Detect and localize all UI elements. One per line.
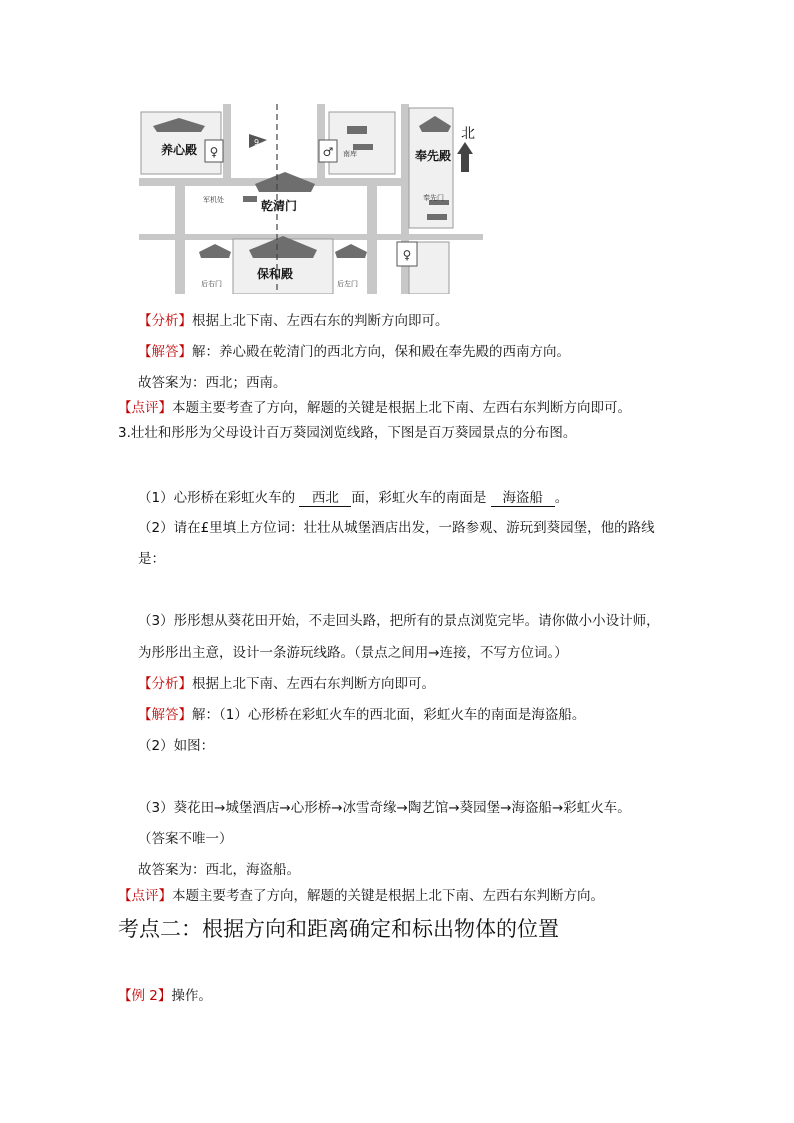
q3-part2-line2: 是：: [138, 551, 165, 567]
example-text: 操作。: [171, 988, 212, 1004]
section-heading: 考点二：根据方向和距离确定和标出物体的位置: [118, 917, 559, 941]
q3-final-answer: 故答案为：西北，海盗船。: [138, 862, 300, 878]
analysis-tag: 【分析】: [138, 676, 192, 692]
svg-text:♀: ♀: [209, 145, 219, 159]
answer-tag: 【解答】: [138, 707, 192, 723]
q3-part1: [138, 488, 568, 508]
q3-part1-text-b: 面，彩虹火车的南面是: [351, 490, 487, 506]
svg-text:9: 9: [254, 138, 260, 147]
comment-text: 本题主要考查了方向，解题的关键是根据上北下南、左西右东判断方向即可。: [172, 400, 631, 416]
q3-analysis: [138, 674, 435, 694]
svg-text:♂: ♂: [322, 145, 334, 159]
q3-part3-line2: 为彤彤出主意，设计一条游玩线路。（景点之间用→连接，不写方位词。）: [138, 645, 568, 661]
map-label-nanku: 南库: [343, 150, 357, 158]
q3-answer-3: （3）葵花田→城堡酒店→心形桥→冰雪奇缘→陶艺馆→葵园堡→海盗船→彩虹火车。: [138, 800, 631, 816]
answer-tag: 【解答】: [138, 344, 192, 360]
q3-answer: [138, 705, 585, 725]
analysis-text: 根据上北下南、左西右东的判断方向即可。: [192, 313, 449, 329]
map-label-houzuomen: 后左门: [337, 280, 358, 288]
q2-comment: [118, 398, 631, 418]
example-tag: 【例 2】: [118, 988, 172, 1004]
q3-part1-text-a: （1）心形桥在彩虹火车的: [138, 490, 296, 506]
q2-analysis: [138, 311, 449, 331]
map-label-baohe: 保和殿: [257, 267, 294, 281]
comment-tag: 【点评】: [118, 888, 172, 904]
map-label-junji: 军机处: [203, 196, 224, 204]
q3-part2-line1: （2）请在£里填上方位词：壮壮从城堡酒店出发，一路参观、游玩到葵园堡，他的路线: [138, 520, 655, 536]
analysis-text: 根据上北下南、左西右东判断方向即可。: [192, 676, 435, 692]
q2-answer: [138, 342, 570, 362]
map-label-qianqing: 乾清门: [261, 199, 298, 213]
map-label-houyoumen: 后右门: [201, 280, 222, 288]
q3-stem: 3.壮壮和彤彤为父母设计百万葵园浏览线路，下图是百万葵园景点的分布图。: [118, 425, 577, 441]
answer-text: 解：养心殿在乾清门的西北方向，保和殿在奉先殿的西南方向。: [192, 344, 570, 360]
blank-1: 西北: [299, 490, 351, 507]
q3-answer-2: （2）如图：: [138, 738, 215, 754]
example-2: [118, 986, 212, 1006]
analysis-tag: 【分析】: [138, 313, 192, 329]
q3-part3-line1: （3）彤彤想从葵花田开始，不走回头路，把所有的景点浏览完毕。请你做小小设计师，: [138, 613, 660, 629]
map-label-fengxianmen: 奉先门: [423, 194, 444, 202]
q2-final-answer: 故答案为：西北；西南。: [138, 375, 287, 391]
comment-text: 本题主要考查了方向，解题的关键是根据上北下南、左西右东判断方向。: [172, 888, 604, 904]
comment-tag: 【点评】: [118, 400, 172, 416]
q3-answer-note: （答案不唯一）: [138, 831, 233, 847]
q3-comment: [118, 886, 604, 906]
palace-map: [139, 104, 483, 294]
map-label-fengxian: 奉先殿: [415, 149, 452, 163]
blank-2: 海盗船: [491, 490, 555, 507]
q3-part1-text-c: 。: [554, 490, 569, 506]
map-label-yangxin: 养心殿: [161, 143, 198, 157]
answer-text: 解：（1）心形桥在彩虹火车的西北面，彩虹火车的南面是海盗船。: [192, 707, 586, 723]
svg-text:♀: ♀: [402, 248, 412, 262]
map-label-north: 北: [461, 126, 475, 142]
